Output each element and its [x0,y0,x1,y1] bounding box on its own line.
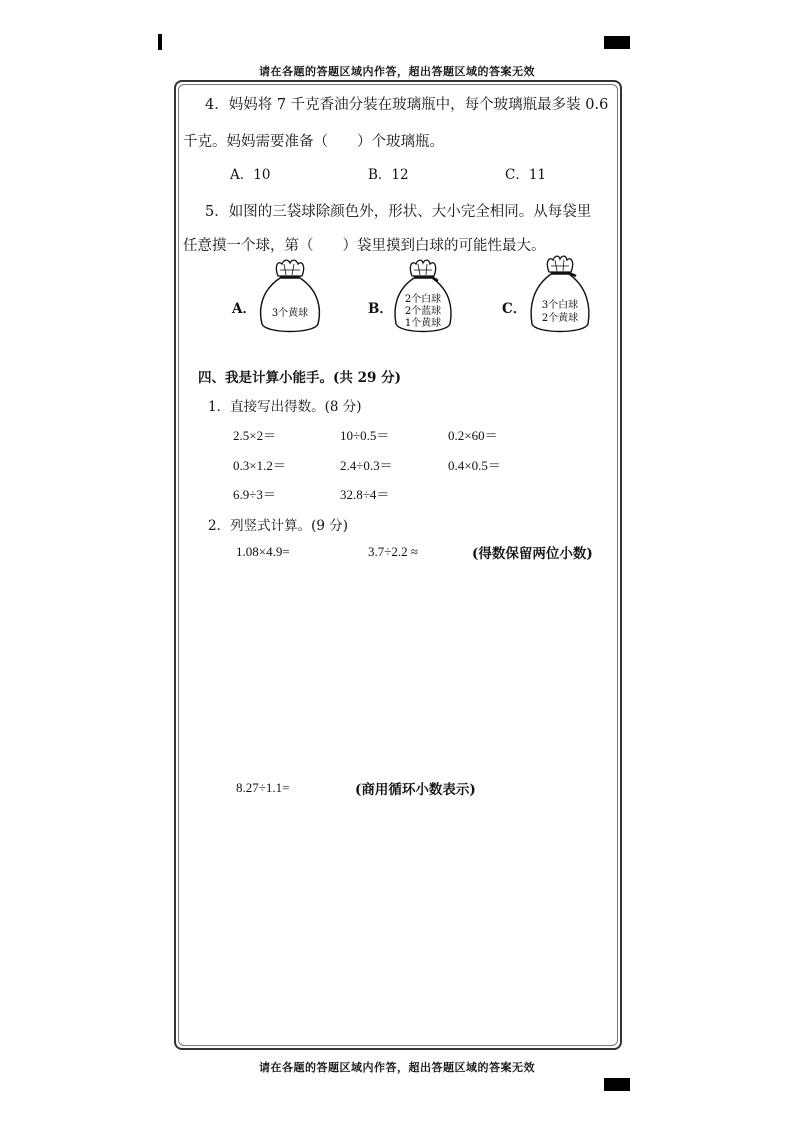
calc-1-1: 2.5×2＝ [233,428,277,443]
footer-notice: 请在各题的答题区域内作答，超出答题区域的答案无效 [259,1061,535,1074]
corner-marker-top-right [604,36,630,49]
section4-part2-title: 2．列竖式计算。(9 分) [208,518,349,534]
q4-line2: 千克。妈妈需要准备（ ）个玻璃瓶。 [183,134,444,150]
vertical-calc-2: 3.7÷2.2 ≈ [368,544,419,559]
q5-bag-c-letter: C． [502,301,527,317]
vertical-calc-3: 8.27÷1.1= [236,780,290,795]
calc-1-2: 10÷0.5＝ [340,428,390,443]
header-notice: 请在各题的答题区域内作答，超出答题区域的答案无效 [259,65,535,78]
section4-part1-title: 1．直接写出得数。(8 分) [208,399,362,415]
calc-2-3: 0.4×0.5＝ [448,458,501,473]
calc-3-1: 6.9÷3＝ [233,487,276,502]
bag-a-line1: 3个黄球 [271,308,309,319]
q4-line1: 4．妈妈将 7 千克香油分装在玻璃瓶中，每个玻璃瓶最多装 0.6 [205,97,609,113]
answer-area-frame-inner [178,84,618,1046]
bag-c-icon [528,254,592,336]
q4-option-b: B．12 [368,167,409,183]
bag-a-icon [256,258,324,336]
section4-title: 四、我是计算小能手。(共 29 分) [198,370,401,386]
bag-c-line1: 3个白球 [541,300,579,311]
corner-marker-top-left [158,34,162,50]
calc-1-3: 0.2×60＝ [448,428,498,443]
bag-b-line3: 1个黄球 [404,318,442,329]
calc-3-2: 32.8÷4＝ [340,487,390,502]
bag-c-line2: 2个黄球 [541,313,579,324]
q4-option-c: C．11 [505,167,547,183]
q5-bag-a-letter: A． [232,301,256,317]
q5-bag-b-letter: B． [368,301,393,317]
vertical-calc-2-note: (得数保留两位小数) [472,546,593,562]
bag-b-line2: 2个蓝球 [404,306,442,317]
bag-b-line1: 2个白球 [404,294,442,305]
vertical-calc-3-note: (商用循环小数表示) [355,782,476,798]
corner-marker-bottom-right [604,1078,630,1091]
q5-line1: 5．如图的三袋球除颜色外，形状、大小完全相同。从每袋里 [205,204,592,220]
calc-2-2: 2.4÷0.3＝ [340,458,393,473]
q4-option-a: A．10 [230,167,271,183]
calc-2-1: 0.3×1.2＝ [233,458,286,473]
q5-line2: 任意摸一个球，第（ ）袋里摸到白球的可能性最大。 [183,238,546,254]
bag-b-icon [392,258,454,336]
vertical-calc-1: 1.08×4.9= [236,544,290,559]
